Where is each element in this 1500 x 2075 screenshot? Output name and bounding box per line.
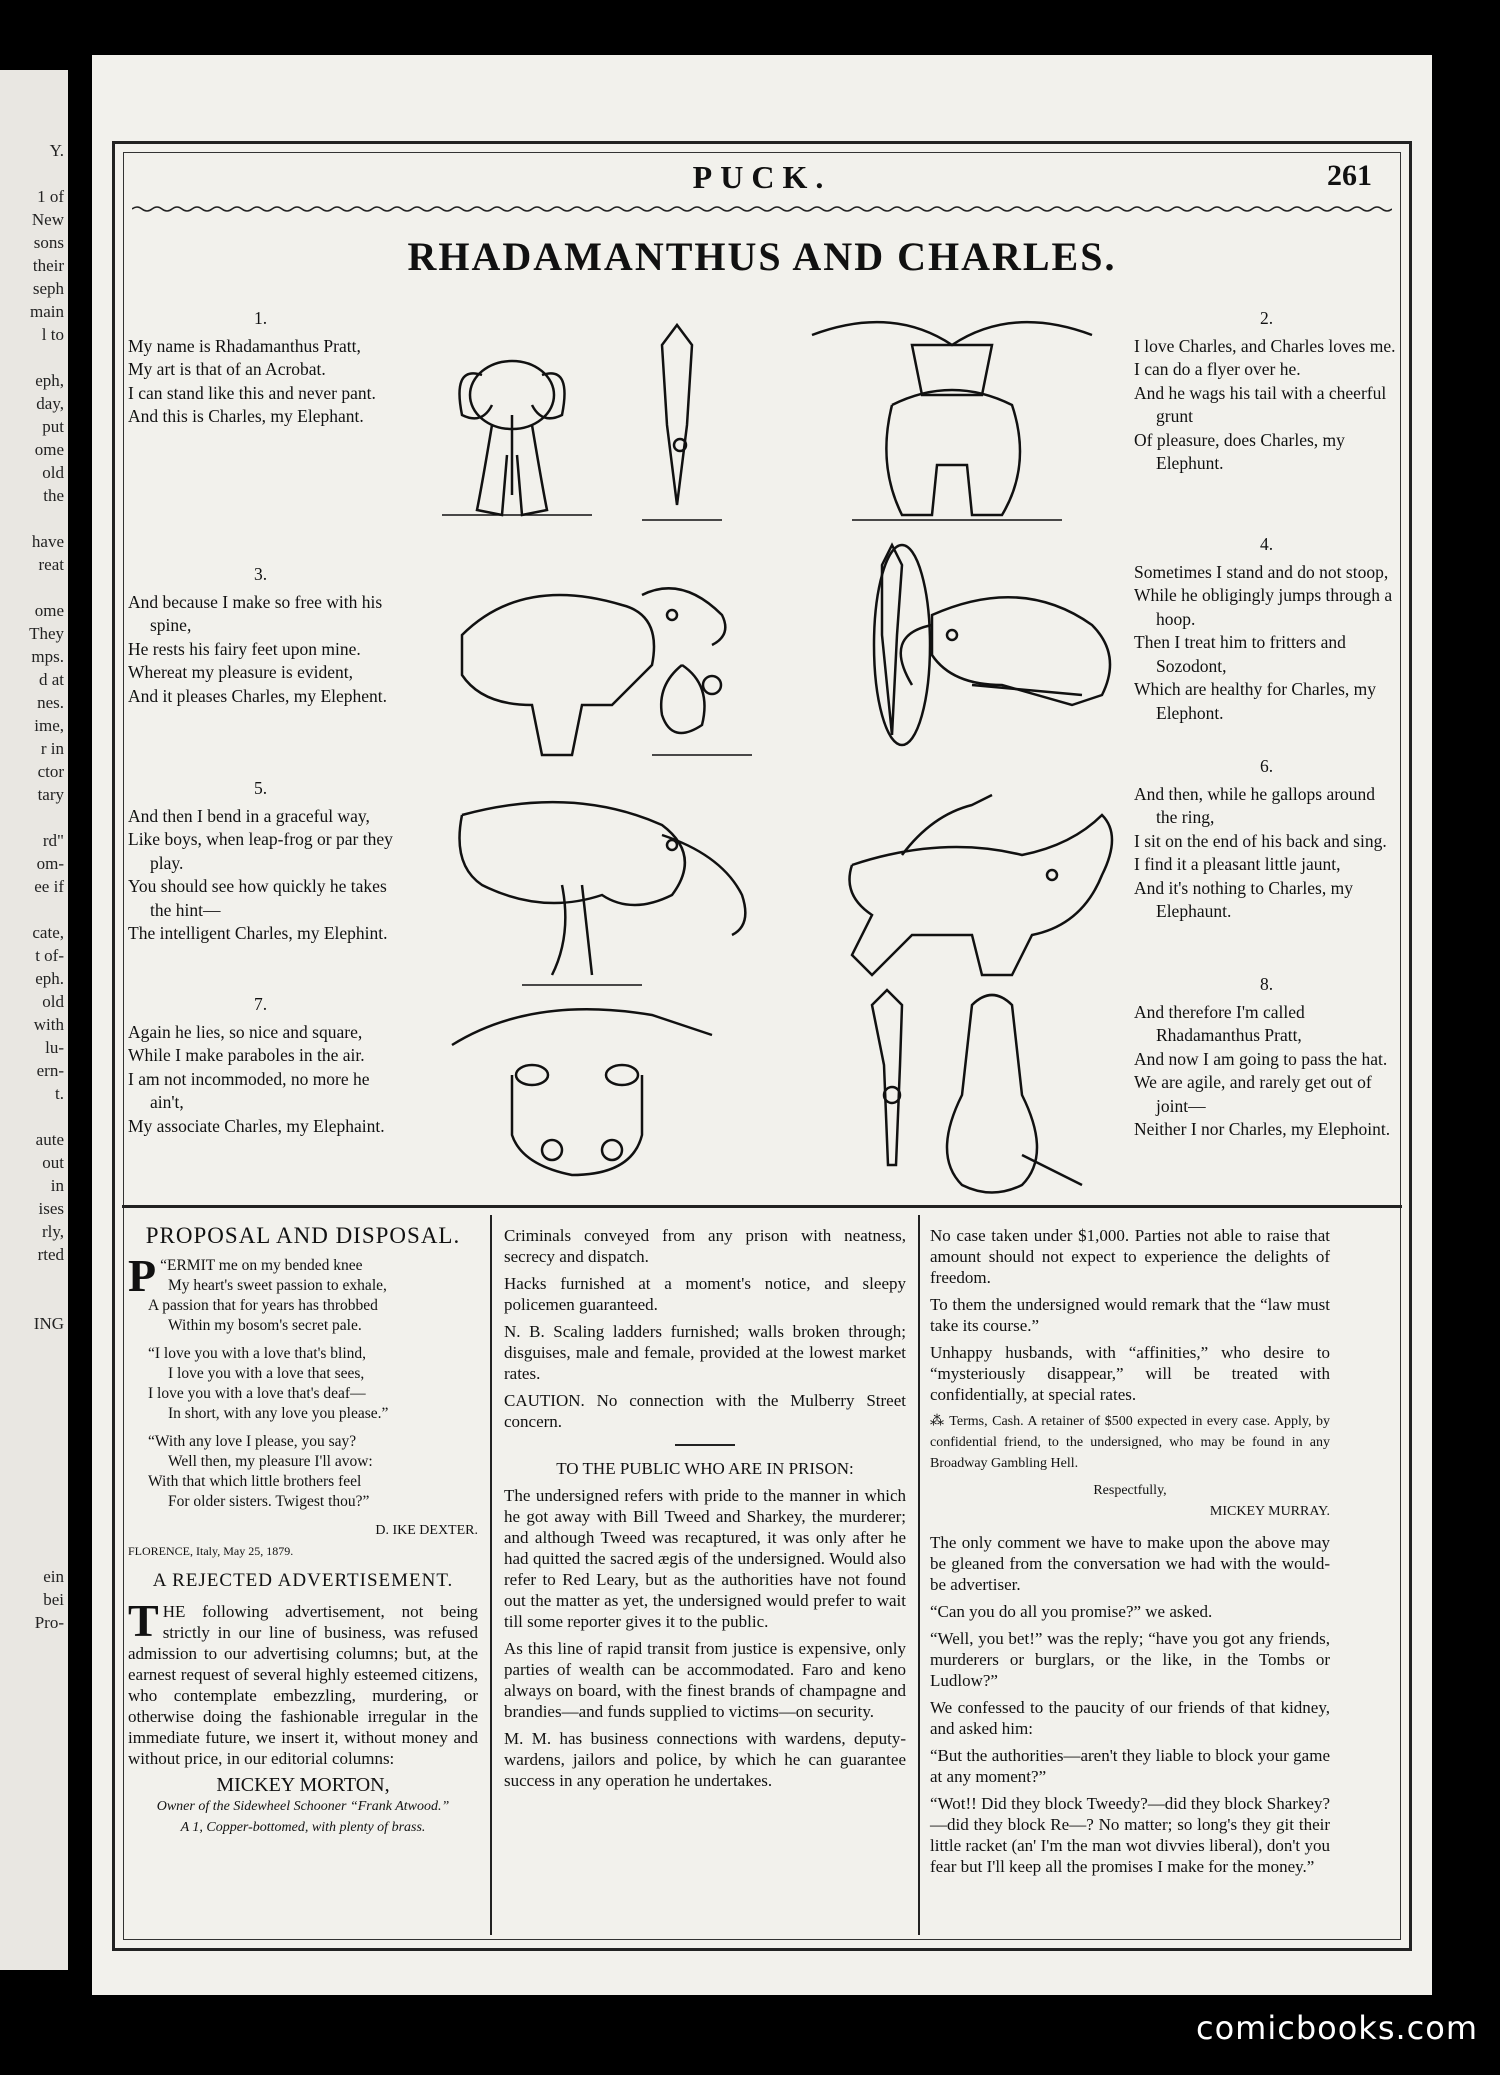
- illustration-acrobat-bows-elephant-headstand: [822, 985, 1142, 1205]
- margin-fragment: [4, 346, 64, 369]
- watermark: comicbooks.com: [1195, 2009, 1478, 2047]
- poem-line: “With any love I please, you say?: [148, 1433, 357, 1450]
- margin-fragment: with: [33, 1015, 64, 1034]
- paragraph: Hacks furnished at a moment's notice, and sleepy policemen guaranteed.: [504, 1274, 906, 1314]
- margin-fragment: sons: [33, 233, 64, 252]
- verse-line: I can do a flyer over he.: [1134, 359, 1301, 379]
- margin-fragment: [4, 507, 64, 530]
- margin-fragment: eph,: [35, 371, 64, 390]
- paragraph: “Can you do all you promise?” we asked.: [930, 1602, 1213, 1621]
- illustration-elephant-sitting-acrobat-handstand: [422, 305, 802, 535]
- verse-line: I can stand like this and never pant.: [128, 382, 376, 403]
- paragraph: N. B. Scaling ladders furnished; walls broken through; disguises, male and female, provided at the lowest market rates.: [504, 1322, 906, 1383]
- illustration-elephant-resting-on-acrobat: [422, 555, 792, 765]
- poem-line: A passion that for years has throbbed: [148, 1297, 378, 1314]
- poem-line: In short, with any love you please.”: [168, 1405, 389, 1422]
- rejected-owner-2: A 1, Copper-bottomed, with plenty of brass.: [180, 1820, 426, 1835]
- margin-fragment: t of-: [35, 946, 64, 965]
- verse-8: 8. And therefore I'm called Rhadamanthus Pratt, And now I am going to pass the hat. We are agile, and rarely get out of joint— Neither I nor Charles, my Elephoint.: [1134, 973, 1399, 1142]
- respectfully: Respectfully,: [1093, 1483, 1167, 1498]
- margin-fragment: om-: [36, 854, 64, 873]
- verse-line: I find it a pleasant little jaunt,: [1134, 854, 1341, 874]
- verse-line: And it pleases Charles, my Elephent.: [128, 685, 388, 706]
- paragraph: To them the undersigned would remark that the “law must take its course.”: [930, 1295, 1330, 1335]
- column-right: [930, 1225, 1330, 1883]
- margin-fragment: t.: [55, 1084, 64, 1103]
- illustration-acrobat-on-elephant-back: [792, 305, 1122, 535]
- margin-fragment: nes.: [37, 693, 64, 712]
- verse-2: 2. I love Charles, and Charles loves me. I can do a flyer over he. And he wags his tail with a cheerful grunt Of pleasure, does Charles, my Elephunt.: [1134, 307, 1399, 476]
- verse-line: You should see how quickly he takes the hint—: [128, 876, 387, 920]
- margin-fragment: New: [31, 210, 64, 229]
- margin-fragment: l to: [41, 325, 64, 344]
- margin-fragment: ome: [34, 440, 64, 459]
- verse-1: 1. My name is Rhadamanthus Pratt, My art is that of an Acrobat. I can stand like this and never pant. And this is Charles, my Elephant.: [128, 307, 393, 429]
- margin-fragment: main: [30, 302, 64, 321]
- verse-line: Again he lies, so nice and square,: [128, 1021, 363, 1042]
- margin-fragment: aute: [35, 1130, 64, 1149]
- margin-fragment: put: [42, 417, 64, 436]
- margin-fragment: day,: [36, 394, 64, 413]
- prison-subhead: TO THE PUBLIC WHO ARE IN PRISON:: [556, 1459, 854, 1478]
- verse-line: I love Charles, and Charles loves me.: [1134, 335, 1396, 356]
- margin-fragment: rd": [42, 831, 64, 850]
- margin-fragment: [4, 93, 64, 116]
- rejected-name: MICKEY MORTON,: [216, 1774, 390, 1796]
- verse-3: 3. And because I make so free with his spine, He rests his fairy feet upon mine. Whereat my pleasure is evident, And it pleases Charles, my Elephent.: [128, 563, 393, 708]
- margin-fragment: in: [50, 1176, 64, 1195]
- margin-fragment: [4, 116, 64, 139]
- margin-fragment: rted: [37, 1245, 64, 1264]
- margin-fragment: ern-: [36, 1061, 64, 1080]
- margin-fragment: ctor: [37, 762, 64, 781]
- margin-fragment: [4, 70, 64, 93]
- rejected-owner: Owner of the Sidewheel Schooner “Frank Atwood.”: [156, 1799, 450, 1814]
- paragraph: As this line of rapid transit from justice is expensive, only parties of wealth can be accommodated. Faro and keno always on board, with the finest brands of champagne and brandies—and funds supplied to victims—on security.: [504, 1639, 906, 1721]
- margin-fragment: ome: [34, 601, 64, 620]
- terms-text: ⁂ Terms, Cash. A retainer of $500 expected in every case. Apply, by confidential friend, to the undersigned, who may be found in any Broadway Gambling Hell.: [930, 1414, 1330, 1471]
- verse-line: And he wags his tail with a cheerful grunt: [1134, 382, 1387, 426]
- margin-fragment: reat: [38, 555, 64, 574]
- verse-line: And this is Charles, my Elephant.: [128, 406, 364, 426]
- margin-fragment: seph: [32, 279, 64, 298]
- verse-line: Sometimes I stand and do not stoop,: [1134, 561, 1389, 582]
- margin-fragment: Pro-: [34, 1613, 64, 1632]
- column-rule-2: [918, 1215, 920, 1935]
- masthead-title: PUCK.: [692, 159, 832, 195]
- proposal-poem: [128, 1250, 478, 1512]
- verse-line: My associate Charles, my Elephaint.: [128, 1115, 385, 1136]
- margin-fragment: have: [31, 532, 64, 551]
- poem-line: I love you with a love that sees,: [168, 1365, 365, 1382]
- margin-fragment: cate,: [32, 923, 64, 942]
- paragraph: The only comment we have to make upon the above may be gleaned from the conversation we had with the would-be advertiser.: [930, 1533, 1330, 1594]
- verse-line: I sit on the end of his back and sing.: [1134, 830, 1387, 851]
- signoff: MICKEY MURRAY.: [1209, 1504, 1330, 1519]
- margin-fragment: old: [42, 992, 64, 1011]
- verse-line: My art is that of an Acrobat.: [128, 359, 326, 379]
- margin-fragment: ime,: [34, 716, 64, 735]
- paragraph: Unhappy husbands, with “affinities,” who desire to “mysteriously disappear,” will be treated with confidentially, at special rates.: [930, 1343, 1330, 1404]
- rejected-body: HE following advertisement, not being strictly in our line of business, was refused admission to our advertising columns; but, at the earnest request of several highly esteemed citizens, who contemplate embezzling, murdering, or otherwise doing the fashionable irregular in the immediate future, we insert it, without money and without price, in our editorial columns:: [128, 1602, 478, 1768]
- page-number: 261: [1327, 159, 1372, 192]
- rejected-title: A REJECTED ADVERTISEMENT.: [152, 1570, 454, 1591]
- margin-fragment: lu-: [45, 1038, 64, 1057]
- poem-line: Within my bosom's secret pale.: [168, 1317, 362, 1334]
- margin-fragment: tary: [37, 785, 64, 804]
- margin-fragment: 1 of: [37, 187, 64, 206]
- paragraph: We confessed to the paucity of our friends of that kidney, and asked him:: [930, 1698, 1330, 1738]
- verse-line: I am not incommoded, no more he ain't,: [128, 1068, 370, 1112]
- margin-fragment: d at: [38, 670, 64, 689]
- margin-fragment: [4, 576, 64, 599]
- column-left: [128, 1225, 478, 1838]
- illustration-elephant-jumps-hoop: [822, 535, 1142, 775]
- paragraph: CAUTION. No connection with the Mulberry Street concern.: [504, 1391, 906, 1431]
- margin-fragment: old: [42, 463, 64, 482]
- verse-line: Then I treat him to fritters and Sozodont,: [1134, 632, 1346, 676]
- verse-line: And therefore I'm called Rhadamanthus Pratt,: [1134, 1001, 1305, 1045]
- paragraph: The undersigned refers with pride to the manner in which he got away with Bill Tweed and Sharkey, the murderer; and although Tweed was recaptured, it was only after he had quitted the sacred ægis of the undersigned. Would also refer to Red Leary, but as the authorities have not found out the matter as yet, the undersigned would prefer to wait till some reporter gives it to the public.: [504, 1486, 906, 1631]
- margin-fragment: the: [43, 486, 64, 505]
- paragraph: “But the authorities—aren't they liable to block your game at any moment?”: [930, 1746, 1330, 1786]
- poem-line: “ERMIT me on my bended knee: [160, 1257, 363, 1274]
- verse-line: And it's nothing to Charles, my Elephaunt.: [1134, 877, 1353, 921]
- verse-line: Like boys, when leap-frog or par they play.: [128, 829, 393, 873]
- verse-line: And because I make so free with his spine,: [128, 591, 383, 635]
- proposal-dateline: FLORENCE, Italy, May 25, 1879.: [128, 1544, 294, 1558]
- masthead: [92, 159, 1432, 199]
- verse-line: We are agile, and rarely get out of joint—: [1134, 1072, 1372, 1116]
- verse-4: 4. Sometimes I stand and do not stoop, While he obligingly jumps through a hoop. Then I treat him to fritters and Sozodont, Which are healthy for Charles, my Elephont.: [1134, 533, 1399, 725]
- margin-fragment: r in: [40, 739, 64, 758]
- margin-fragment: out: [42, 1153, 64, 1172]
- margin-fragment: rly,: [41, 1222, 64, 1241]
- paragraph: No case taken under $1,000. Parties not able to raise that amount should not expect to experience the delights of freedom.: [930, 1226, 1330, 1287]
- illustration-acrobat-riding-galloping-elephant: [812, 785, 1132, 985]
- proposal-dropcap: P: [128, 1250, 157, 1301]
- poem-line: “I love you with a love that's blind,: [148, 1345, 367, 1362]
- column-middle: [504, 1225, 906, 1797]
- verse-line: And then I bend in a graceful way,: [128, 805, 370, 826]
- verse-line: And then, while he gallops around the ring,: [1134, 783, 1376, 827]
- proposal-title: PROPOSAL AND DISPOSAL.: [145, 1223, 461, 1248]
- proposal-signature: D. IKE DEXTER.: [375, 1523, 478, 1538]
- margin-fragment: ING: [33, 1314, 64, 1333]
- margin-fragment: mps.: [31, 647, 64, 666]
- verse-6: 6. And then, while he gallops around the ring, I sit on the end of his back and sing. I find it a pleasant little jaunt, And it's nothing to Charles, my Elephaunt.: [1134, 755, 1399, 924]
- margin-fragment: ises: [38, 1199, 64, 1218]
- poem-line: My heart's sweet passion to exhale,: [168, 1277, 387, 1294]
- verse-line: While he obligingly jumps through a hoop.: [1134, 585, 1393, 629]
- margin-fragment: eph.: [35, 969, 64, 988]
- left-page-fragments: [4, 70, 64, 1634]
- poem-line: I love you with a love that's deaf—: [148, 1385, 366, 1402]
- margin-fragment: bei: [43, 1590, 64, 1609]
- margin-fragment: [4, 162, 64, 185]
- paragraph: Criminals conveyed from any prison with neatness, secrecy and dispatch.: [504, 1226, 906, 1266]
- verse-line: The intelligent Charles, my Elephint.: [128, 923, 388, 943]
- illustration-leapfrog-over-acrobat: [422, 775, 792, 995]
- illustration-elephant-on-back-acrobat-dives: [432, 985, 792, 1205]
- section-divider: [122, 1205, 1402, 1208]
- verse-line: My name is Rhadamanthus Pratt,: [128, 335, 361, 356]
- margin-fragment: They: [29, 624, 64, 643]
- headline: RHADAMANTHUS AND CHARLES.: [407, 234, 1117, 279]
- left-page-edge: [0, 70, 68, 1970]
- paragraph: M. M. has business connections with wardens, deputy-wardens, jailors and police, by which he can guarantee success in any operation he undertakes.: [504, 1729, 906, 1790]
- page: [92, 55, 1432, 1995]
- verse-5: 5. And then I bend in a graceful way, Like boys, when leap-frog or par they play. You should see how quickly he takes the hint— The intelligent Charles, my Elephint.: [128, 777, 393, 946]
- verse-line: Which are healthy for Charles, my Elephont.: [1134, 679, 1376, 723]
- paragraph: “Well, you bet!” was the reply; “have you got any friends, murderers or burglars, or the like, in the Tombs or Ludlow?”: [930, 1629, 1330, 1690]
- poem-line: Well then, my pleasure I'll avow:: [168, 1453, 373, 1470]
- poem-line: For older sisters. Twigest thou?”: [168, 1493, 370, 1510]
- margin-fragment: [4, 1266, 64, 1289]
- paragraph: “Wot!! Did they block Tweedy?—did they block Sharkey?—did they block Re—? No matter; so long's they git their little racket (an' I'm the man wot divvies liberal), don't you fear but I'll keep all the promises I make for the money.”: [930, 1794, 1330, 1876]
- rejected-dropcap: T: [128, 1595, 159, 1646]
- verse-line: While I make paraboles in the air.: [128, 1045, 365, 1065]
- margin-fragment: [4, 806, 64, 829]
- verse-line: Of pleasure, does Charles, my Elephunt.: [1134, 429, 1345, 473]
- margin-fragment: ee if: [34, 877, 64, 896]
- wavy-rule: [132, 205, 1392, 213]
- margin-fragment: ein: [43, 1567, 64, 1586]
- column-rule-1: [490, 1215, 492, 1935]
- verse-line: He rests his fairy feet upon mine.: [128, 638, 361, 659]
- verse-line: And now I am going to pass the hat.: [1134, 1048, 1388, 1069]
- margin-fragment: [4, 1289, 64, 1312]
- margin-fragment: [4, 898, 64, 921]
- verse-7: 7. Again he lies, so nice and square, While I make paraboles in the air. I am not incommoded, no more he ain't, My associate Charles, my Elephaint.: [128, 993, 393, 1138]
- margin-fragment: [4, 1105, 64, 1128]
- margin-fragment: their: [32, 256, 64, 275]
- verse-line: Neither I nor Charles, my Elephoint.: [1134, 1119, 1391, 1139]
- verse-line: Whereat my pleasure is evident,: [128, 662, 353, 682]
- poem-line: With that which little brothers feel: [148, 1473, 362, 1490]
- margin-fragment: Y.: [49, 141, 64, 160]
